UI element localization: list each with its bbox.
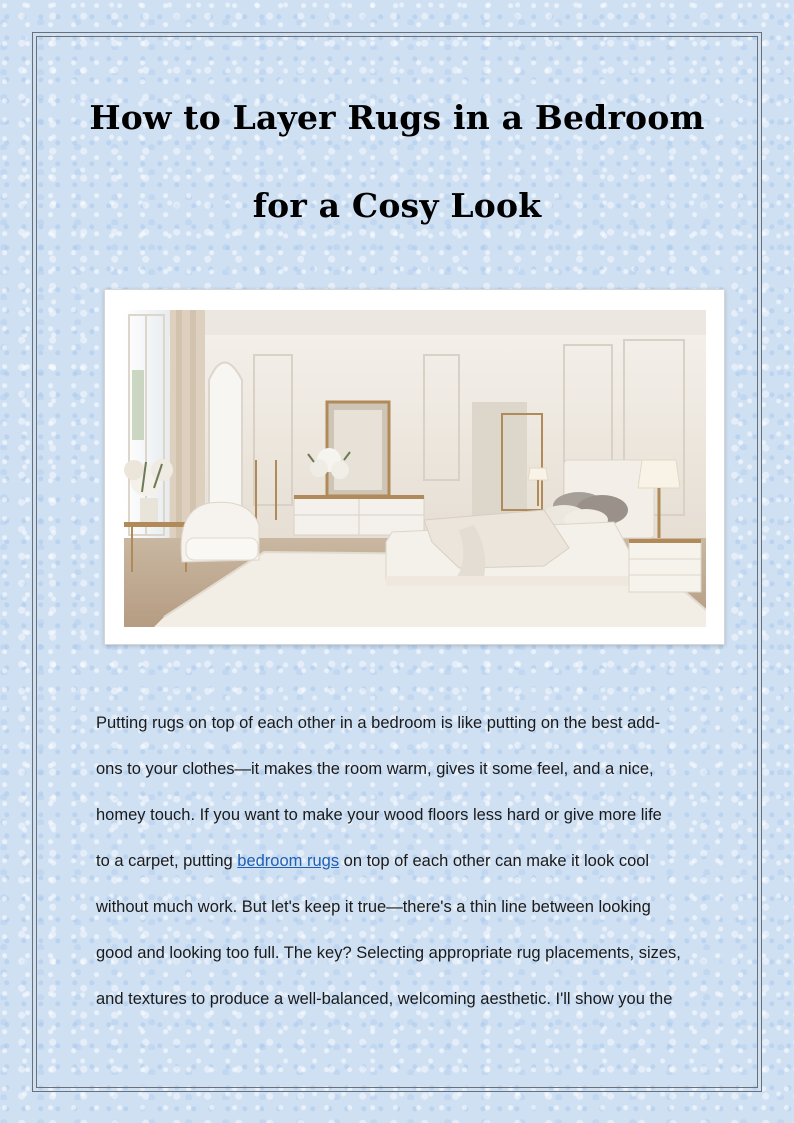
body-line-4	[96, 838, 706, 884]
hero-image-frame	[104, 289, 725, 645]
page-title-line-1: How to Layer Rugs in a Bedroom	[89, 98, 705, 137]
article-body	[96, 700, 706, 1022]
body-line-1: Putting rugs on top of each other in a bedroom is like putting on the best add-	[96, 714, 661, 732]
body-line-4-after: on top of each other can make it look cool	[339, 852, 650, 870]
bedroom-rugs-link[interactable]: bedroom rugs	[237, 852, 340, 870]
page-title-line-2: for a Cosy Look	[252, 186, 542, 225]
hero-image	[124, 310, 706, 627]
body-line-5: without much work. But let's keep it true—there's a thin line between looking	[96, 898, 651, 916]
body-line-7: and textures to produce a well-balanced, welcoming aesthetic. I'll show you the	[96, 990, 673, 1008]
body-line-2: ons to your clothes—it makes the room warm, gives it some feel, and a nice,	[96, 760, 654, 778]
body-line-3: homey touch. If you want to make your wood floors less hard or give more life	[96, 806, 662, 824]
body-line-4-before: to a carpet, putting	[96, 852, 238, 870]
body-line-6: good and looking too full. The key? Selecting appropriate rug placements, sizes,	[96, 944, 681, 962]
